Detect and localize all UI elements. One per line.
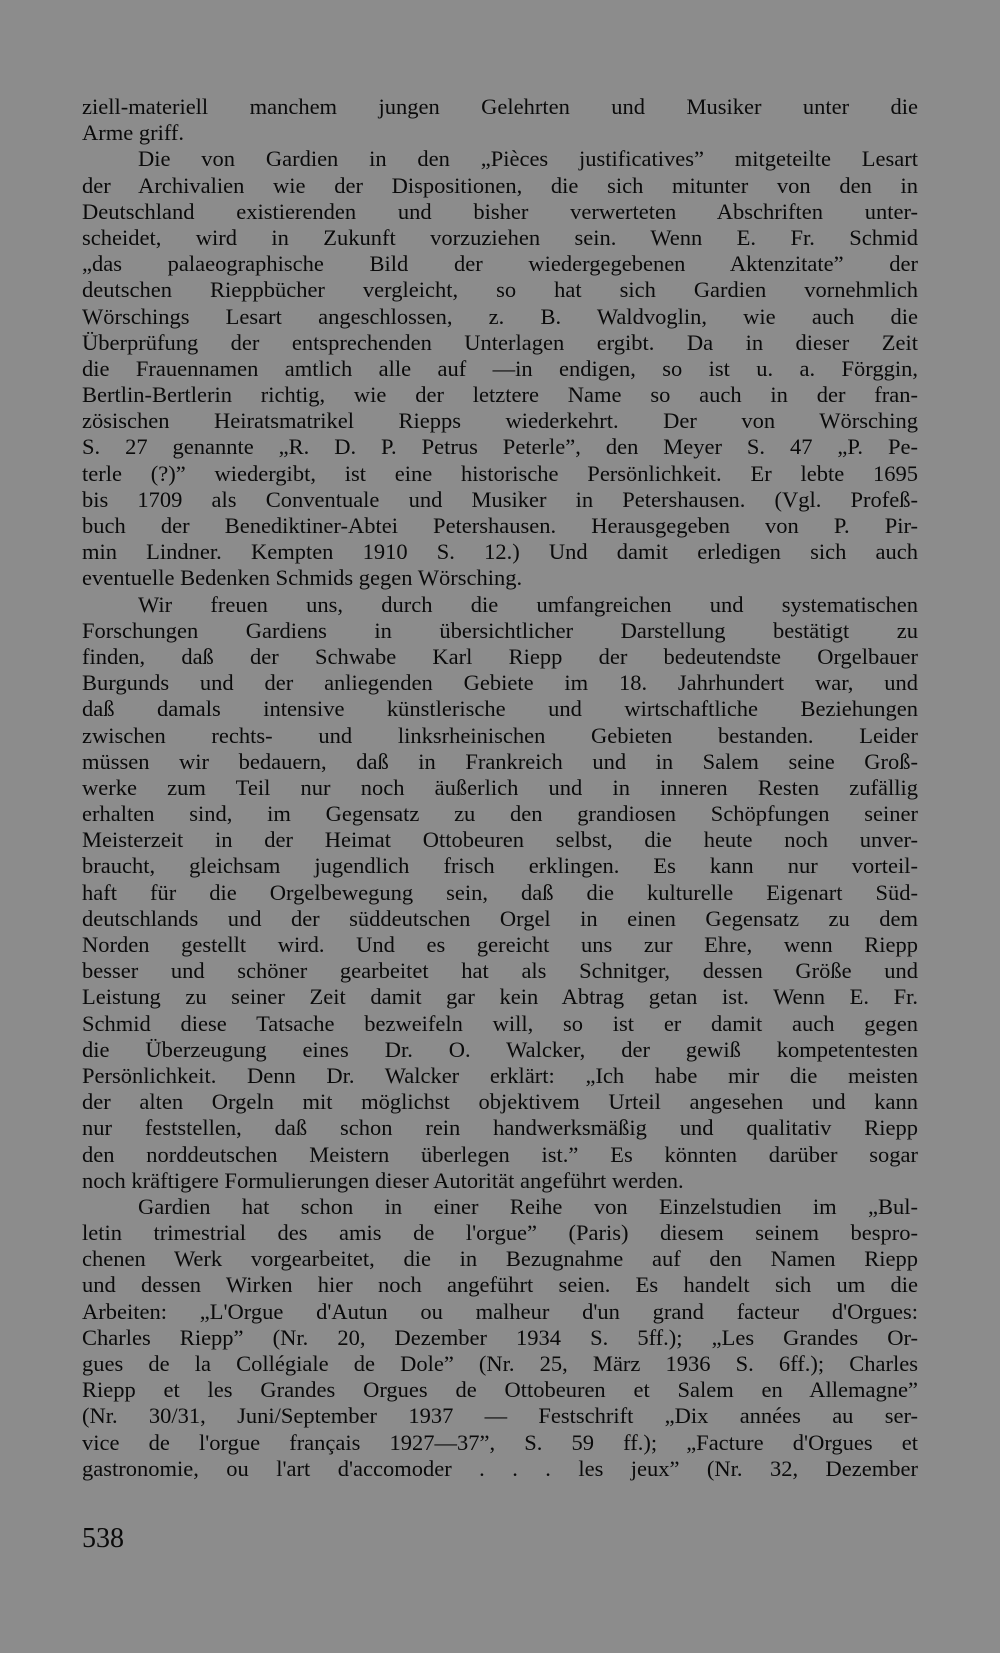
text-line: noch kräftigere Formulierungen dieser Autorität angeführt werden.	[82, 1167, 684, 1193]
text-line: chenen Werk vorgearbeitet, die in Bezugnahme auf den Namen Riepp	[82, 1246, 918, 1272]
text-line: buch der Benediktiner-Abtei Petershausen. Herausgegeben von P. Pir-	[82, 513, 918, 538]
text-line: Schmid diese Tatsache bezweifeln will, so ist er damit auch gegen	[82, 1010, 918, 1036]
text-line: finden, daß der Schwabe Karl Riepp der bedeutendste Orgelbauer	[82, 643, 918, 669]
document-body	[82, 94, 918, 1482]
text-line: haft für die Orgelbewegung sein, daß die kulturelle Eigenart Süd-	[82, 879, 918, 905]
text-line: Riepp et les Grandes Orgues de Ottobeuren et Salem en Allemagne”	[82, 1377, 918, 1403]
text-line: nur feststellen, daß schon rein handwerksmäßig und qualitativ Riepp	[82, 1115, 918, 1141]
text-line: Arbeiten: „L'Orgue d'Autun ou malheur d'un grand facteur d'Orgues:	[82, 1298, 918, 1324]
text-line: zösischen Heiratsmatrikel Riepps wiederkehrt. Der von Wörsching	[82, 408, 918, 434]
text-line: die Überzeugung eines Dr. O. Walcker, der gewiß kompetentesten	[82, 1036, 918, 1062]
text-line: S. 27 genannte „R. D. P. Petrus Peterle”, den Meyer S. 47 „P. Pe-	[82, 434, 918, 460]
text-line: erhalten sind, im Gegensatz zu den grandiosen Schöpfungen seiner	[82, 801, 918, 827]
text-line: der alten Orgeln mit möglichst objektivem Urteil angesehen und kann	[82, 1089, 918, 1115]
text-line: braucht, gleichsam jugendlich frisch erklingen. Es kann nur vorteil-	[82, 853, 918, 879]
text-line: Charles Riepp” (Nr. 20, Dezember 1934 S. 5ff.); „Les Grandes Or-	[82, 1324, 918, 1350]
text-line: den norddeutschen Meistern überlegen ist.” Es könnten darüber sogar	[82, 1141, 918, 1167]
text-line: vice de l'orgue français 1927—37”, S. 59 ff.); „Facture d'Orgues et	[82, 1429, 918, 1455]
text-line: gues de la Collégiale de Dole” (Nr. 25, März 1936 S. 6ff.); Charles	[82, 1351, 918, 1376]
text-line: Norden gestellt wird. Und es gereicht uns zur Ehre, wenn Riepp	[82, 932, 918, 957]
text-line: Forschungen Gardiens in übersichtlicher Darstellung bestätigt zu	[82, 617, 918, 643]
text-line: werke zum Teil nur noch äußerlich und in inneren Resten zufällig	[82, 774, 918, 800]
text-line: Arme griff.	[82, 120, 185, 146]
text-line: daß damals intensive künstlerische und wirtschaftliche Beziehungen	[82, 696, 918, 722]
text-line: „das palaeographische Bild der wiedergegebenen Aktenzitate” der	[82, 251, 918, 277]
text-line: und dessen Wirken hier noch angeführt seien. Es handelt sich um die	[82, 1272, 918, 1298]
text-line: (Nr. 30/31, Juni/September 1937 — Festschrift „Dix années au ser-	[82, 1403, 918, 1429]
text-line: letin trimestrial des amis de l'orgue” (Paris) diesem seinem bespro-	[82, 1220, 918, 1246]
text-line: Deutschland existierenden und bisher verwerteten Abschriften unter-	[82, 198, 918, 224]
text-line: eventuelle Bedenken Schmids gegen Wörsching.	[82, 565, 523, 591]
text-line: besser und schöner gearbeitet hat als Schnitger, dessen Größe und	[82, 958, 918, 984]
text-line: terle (?)” wiedergibt, ist eine historische Persönlichkeit. Er lebte 1695	[82, 460, 918, 486]
text-line: Meisterzeit in der Heimat Ottobeuren selbst, die heute noch unver-	[82, 827, 918, 853]
text-line: Überprüfung der entsprechenden Unterlagen ergibt. Da in dieser Zeit	[82, 329, 918, 355]
text-line: Persönlichkeit. Denn Dr. Walcker erklärt: „Ich habe mir die meisten	[82, 1062, 918, 1088]
text-line: Burgunds und der anliegenden Gebiete im 18. Jahrhundert war, und	[82, 670, 918, 696]
text-line: der Archivalien wie der Dispositionen, die sich mitunter von den in	[82, 172, 918, 198]
text-line: scheidet, wird in Zukunft vorzuziehen sein. Wenn E. Fr. Schmid	[82, 224, 918, 250]
text-line: gastronomie, ou l'art d'accomoder . . . les jeux” (Nr. 32, Dezember	[82, 1455, 918, 1481]
text-line: die Frauennamen amtlich alle auf —in endigen, so ist u. a. Förggin,	[82, 355, 918, 381]
text-line: Gardien hat schon in einer Reihe von Einzelstudien im „Bul-	[138, 1193, 918, 1219]
text-line: zwischen rechts- und linksrheinischen Gebieten bestanden. Leider	[82, 722, 918, 748]
text-line: Bertlin-Bertlerin richtig, wie der letztere Name so auch in der fran-	[82, 382, 918, 408]
text-line: Leistung zu seiner Zeit damit gar kein Abtrag getan ist. Wenn E. Fr.	[82, 984, 918, 1010]
text-line: ziell-materiell manchem jungen Gelehrten und Musiker unter die	[82, 94, 918, 119]
text-line: Wir freuen uns, durch die umfangreichen und systematischen	[138, 591, 918, 617]
text-line: bis 1709 als Conventuale und Musiker in Petershausen. (Vgl. Profeß-	[82, 486, 918, 512]
text-line: müssen wir bedauern, daß in Frankreich und in Salem seine Groß-	[82, 748, 918, 774]
text-line: Wörschings Lesart angeschlossen, z. B. Waldvoglin, wie auch die	[82, 303, 918, 329]
text-line: min Lindner. Kempten 1910 S. 12.) Und damit erledigen sich auch	[82, 539, 918, 565]
page-number: 538	[82, 1523, 124, 1554]
text-line: deutschlands und der süddeutschen Orgel in einen Gegensatz zu dem	[82, 905, 918, 931]
text-line: Die von Gardien in den „Pièces justificatives” mitgeteilte Lesart	[138, 146, 918, 172]
text-line: deutschen Rieppbücher vergleicht, so hat sich Gardien vornehmlich	[82, 277, 918, 303]
